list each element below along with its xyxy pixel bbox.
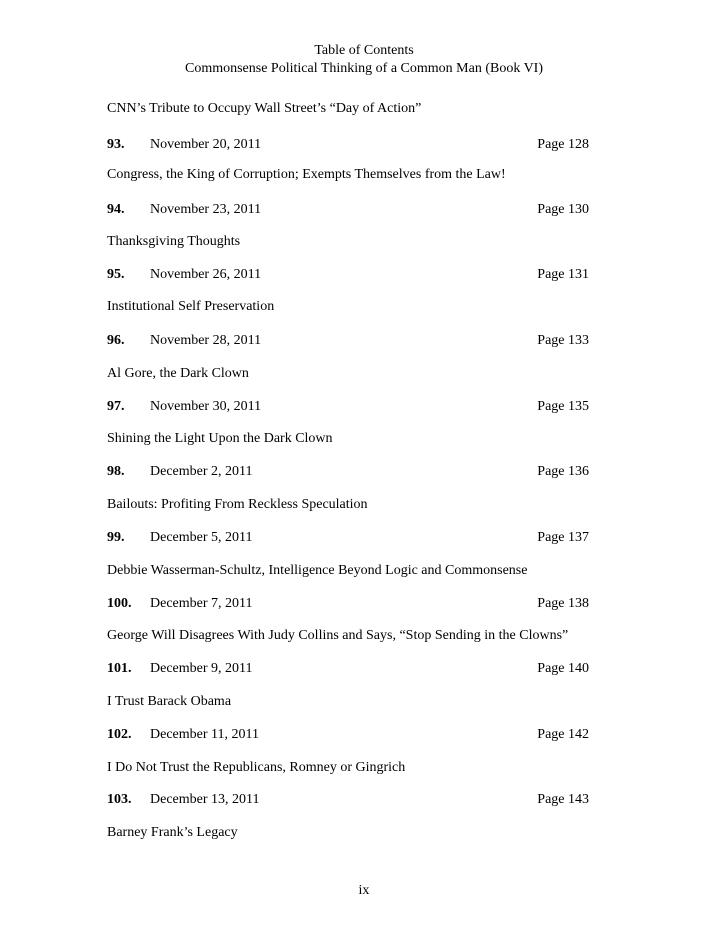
toc-entry	[107, 333, 589, 349]
entry-page: Page 138	[537, 596, 589, 611]
entry-number: 100.	[107, 596, 132, 611]
entry-number: 97.	[107, 399, 125, 414]
entry-date: December 5, 2011	[150, 530, 253, 545]
toc-item-title: Institutional Self Preservation	[107, 299, 275, 314]
entry-date: November 28, 2011	[150, 333, 262, 348]
toc-item-title: Al Gore, the Dark Clown	[107, 366, 249, 381]
toc-item-title: Congress, the King of Corruption; Exempts Themselves from the Law!	[107, 167, 506, 182]
entry-number: 99.	[107, 530, 125, 545]
toc-entry	[107, 727, 589, 743]
toc-item-title: Shining the Light Upon the Dark Clown	[107, 431, 333, 446]
entry-number: 95.	[107, 267, 125, 282]
entry-number: 98.	[107, 464, 125, 479]
entry-page: Page 136	[537, 464, 589, 479]
entry-date: December 7, 2011	[150, 596, 253, 611]
entry-page: Page 130	[537, 202, 589, 217]
entry-date: December 11, 2011	[150, 727, 259, 742]
entry-date: December 13, 2011	[150, 792, 260, 807]
entry-page: Page 137	[537, 530, 589, 545]
entry-page: Page 142	[537, 727, 589, 742]
toc-item-title: George Will Disagrees With Judy Collins and Says, “Stop Sending in the Clowns”	[107, 628, 569, 643]
page-number: ix	[358, 883, 370, 898]
toc-entry	[107, 530, 589, 546]
entry-number: 94.	[107, 202, 125, 217]
entry-page: Page 133	[537, 333, 589, 348]
toc-item-title: I Trust Barack Obama	[107, 694, 232, 709]
entry-date: November 26, 2011	[150, 267, 262, 282]
toc-entry	[107, 399, 589, 415]
entry-page: Page 128	[537, 137, 589, 152]
entry-date: December 9, 2011	[150, 661, 253, 676]
toc-entry	[107, 792, 589, 808]
entry-date: November 30, 2011	[150, 399, 262, 414]
entry-date: November 20, 2011	[150, 137, 262, 152]
page-subtitle: Commonsense Political Thinking of a Common Man (Book VI)	[184, 61, 544, 76]
entry-date: November 23, 2011	[150, 202, 262, 217]
toc-item-title: Bailouts: Profiting From Reckless Speculation	[107, 497, 368, 512]
entry-number: 96.	[107, 333, 125, 348]
toc-entry	[107, 202, 589, 218]
toc-item-title: Thanksgiving Thoughts	[107, 234, 241, 249]
toc-item-title: I Do Not Trust the Republicans, Romney or Gingrich	[107, 760, 406, 775]
toc-item-title: Debbie Wasserman-Schultz, Intelligence Beyond Logic and Commonsense	[107, 563, 528, 578]
entry-page: Page 131	[537, 267, 589, 282]
entry-date: December 2, 2011	[150, 464, 253, 479]
entry-number: 103.	[107, 792, 132, 807]
entry-number: 101.	[107, 661, 132, 676]
entry-page: Page 140	[537, 661, 589, 676]
page-title: Table of Contents	[314, 43, 414, 58]
toc-entry	[107, 137, 589, 153]
toc-item-title: CNN’s Tribute to Occupy Wall Street’s “Day of Action”	[107, 101, 422, 116]
toc-entry	[107, 464, 589, 480]
entry-number: 102.	[107, 727, 132, 742]
toc-entry	[107, 267, 589, 283]
entry-page: Page 143	[537, 792, 589, 807]
entry-number: 93.	[107, 137, 125, 152]
toc-entry	[107, 596, 589, 612]
entry-page: Page 135	[537, 399, 589, 414]
toc-item-title: Barney Frank’s Legacy	[107, 825, 238, 840]
toc-entry	[107, 661, 589, 677]
